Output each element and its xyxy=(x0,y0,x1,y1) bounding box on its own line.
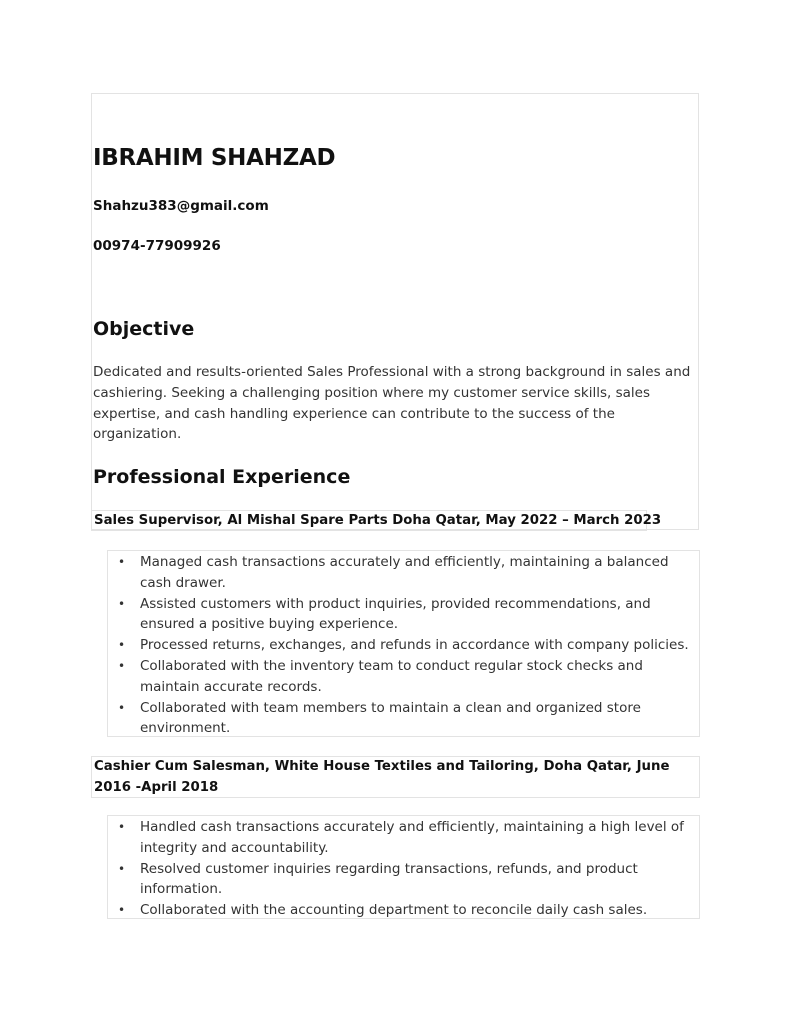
bullet-dot-icon: • xyxy=(118,638,126,653)
objective-heading: Objective xyxy=(93,318,195,340)
duty-item xyxy=(108,635,699,656)
experience-heading: Professional Experience xyxy=(93,466,351,488)
duty-text: Collaborated with team members to maintain a clean and organized store environment. xyxy=(140,699,641,737)
duty-text: Managed cash transactions accurately and efficiently, maintaining a balanced cash drawer. xyxy=(140,554,669,591)
duty-item xyxy=(108,594,699,636)
bullet-dot-icon: • xyxy=(118,596,126,611)
contact-phone: 00974-77909926 xyxy=(93,238,221,254)
duty-item xyxy=(108,859,699,901)
duty-list xyxy=(108,551,699,739)
duty-list xyxy=(108,816,699,921)
bullet-dot-icon: • xyxy=(118,861,126,876)
duty-text: Resolved customer inquiries regarding transactions, refunds, and product information. xyxy=(140,860,638,898)
bullet-dot-icon: • xyxy=(118,820,126,834)
job-title-box-1 xyxy=(91,510,662,531)
duty-text: Processed returns, exchanges, and refunds in accordance with company policies. xyxy=(140,637,689,654)
bullet-dot-icon: • xyxy=(118,658,126,673)
bullet-dot-icon: • xyxy=(118,700,126,715)
candidate-name: IBRAHIM SHAHZAD xyxy=(93,145,336,171)
duty-text: Assisted customers with product inquiries, provided recommendations, and ensured a positive buying experience. xyxy=(140,595,651,633)
duty-item xyxy=(108,900,699,921)
contact-email: Shahzu383@gmail.com xyxy=(93,198,269,214)
bullet-dot-icon: • xyxy=(118,555,126,569)
duty-item xyxy=(108,656,699,698)
duty-item xyxy=(108,552,699,594)
bullet-dot-icon: • xyxy=(118,903,126,918)
duty-item xyxy=(108,817,699,859)
job-duties-box-2 xyxy=(107,815,700,919)
duty-text: Collaborated with the inventory team to conduct regular stock checks and maintain accurate records. xyxy=(140,657,643,695)
duty-text: Collaborated with the accounting department to reconcile daily cash sales. xyxy=(140,902,648,919)
job-title-box-2 xyxy=(91,756,700,798)
job-title: Sales Supervisor, Al Mishal Spare Parts Doha Qatar, May 2022 – March 2023 xyxy=(94,513,662,528)
duty-item xyxy=(108,698,699,740)
job-duties-box-1 xyxy=(107,550,700,737)
objective-text: Dedicated and results-oriented Sales Professional with a strong background in sales and cashiering. Seeking a challenging position where my customer service skills, sales expertise, and cash handling experience can contribute to the success of the organization. xyxy=(93,364,691,443)
job-title: Cashier Cum Salesman, White House Textiles and Tailoring, Doha Qatar, June 2016 -April 2018 xyxy=(94,759,670,795)
duty-text: Handled cash transactions accurately and efficiently, maintaining a high level of integrity and accountability. xyxy=(140,819,684,856)
